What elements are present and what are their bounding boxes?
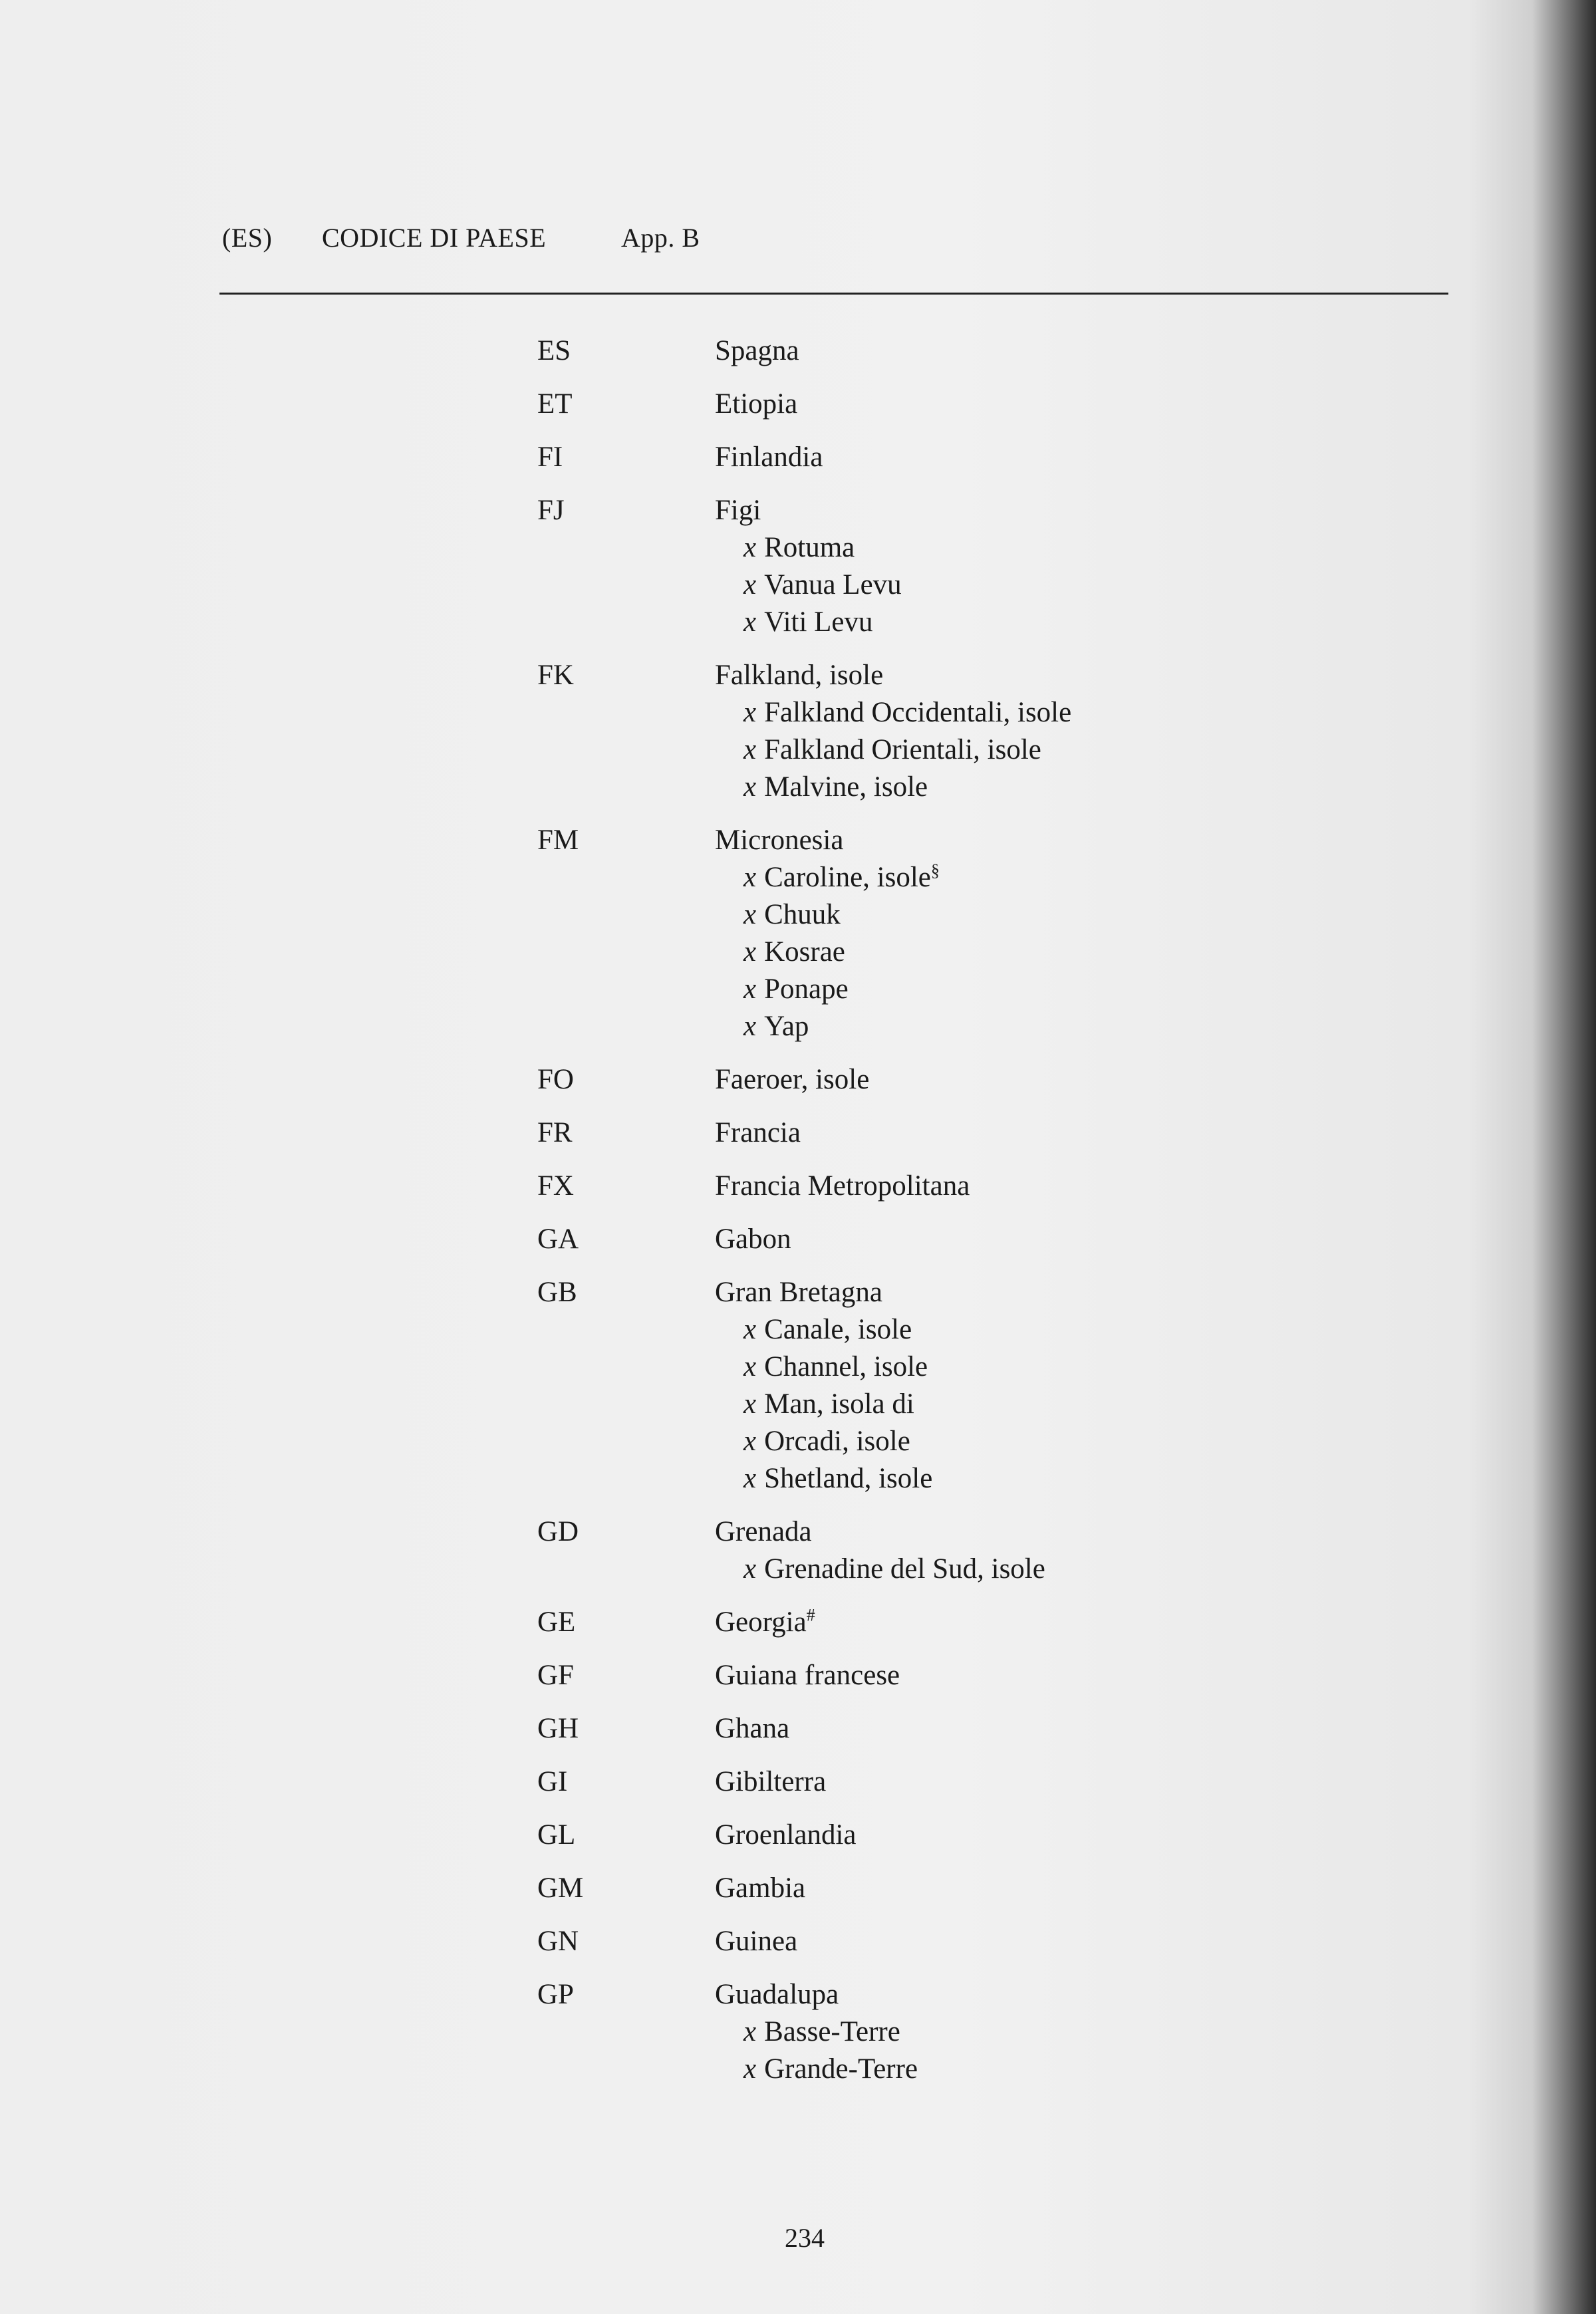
list-item: [0, 1604, 1596, 1641]
header-code: (ES): [222, 223, 273, 253]
country-code: FR: [537, 1117, 573, 1148]
header-rule: [219, 293, 1448, 295]
country-name: Gran Bretagna: [715, 1277, 882, 1308]
sub-entry-row: [0, 2013, 1596, 2051]
entry-main-row: [0, 1657, 1596, 1694]
see-also-marker: x: [743, 1351, 757, 1382]
sub-entry-name: Grenadine del Sud, isole: [764, 1553, 1045, 1585]
see-also-marker: x: [743, 936, 757, 967]
see-also-marker: x: [743, 734, 757, 765]
see-also-marker: x: [743, 569, 757, 600]
see-also-marker: x: [743, 2053, 757, 2085]
list-item: [0, 1763, 1596, 1801]
sub-entry: [743, 1460, 932, 1497]
see-also-marker: x: [743, 1011, 757, 1042]
entry-main-row: [0, 822, 1596, 859]
country-code: ES: [537, 335, 571, 366]
see-also-marker: x: [743, 1388, 757, 1420]
sub-entry: [743, 1423, 910, 1460]
sub-entry-name: Channel, isole: [764, 1351, 928, 1382]
sub-entry-row: [0, 1008, 1596, 1045]
country-name: Guiana francese: [715, 1660, 900, 1691]
sub-entry-row: [0, 1551, 1596, 1588]
list-item: [0, 1061, 1596, 1098]
country-code: FJ: [537, 495, 565, 526]
page-footer: [0, 2222, 1596, 2253]
entry-main-row: [0, 1168, 1596, 1205]
country-code-list: [0, 332, 1596, 2104]
entry-main-row: [0, 492, 1596, 529]
see-also-marker: x: [743, 862, 757, 893]
country-code: GB: [537, 1277, 577, 1308]
entry-main-row: [0, 1976, 1596, 2013]
header-title: CODICE DI PAESE: [322, 223, 547, 253]
sub-entry-name: Rotuma: [764, 532, 855, 563]
country-name: Gabon: [715, 1223, 791, 1255]
sub-entry-row: [0, 604, 1596, 641]
sub-entry: [743, 604, 873, 641]
sub-entry-row: [0, 731, 1596, 769]
see-also-marker: x: [743, 771, 757, 803]
see-also-marker: x: [743, 606, 757, 638]
country-code: FO: [537, 1064, 574, 1095]
see-also-marker: x: [743, 532, 757, 563]
country-name: Gambia: [715, 1872, 806, 1904]
see-also-marker: x: [743, 1553, 757, 1585]
country-code: FK: [537, 660, 574, 691]
sub-entry-name: Vanua Levu: [764, 569, 902, 600]
entry-main-row: [0, 657, 1596, 694]
country-name: Figi: [715, 495, 761, 526]
entry-main-row: [0, 1221, 1596, 1258]
entry-main-row: [0, 332, 1596, 370]
sub-entry: [743, 896, 841, 934]
country-code: FX: [537, 1170, 574, 1202]
sub-entry-row: [0, 2051, 1596, 2088]
entry-main-row: [0, 439, 1596, 476]
sub-entry-row: [0, 971, 1596, 1008]
sub-entry-name: Kosrae: [764, 936, 845, 967]
entry-main-row: [0, 386, 1596, 423]
list-item: [0, 1168, 1596, 1205]
list-item: [0, 492, 1596, 641]
sub-entry: [743, 694, 1071, 731]
sub-entry-row: [0, 1349, 1596, 1386]
sub-entry-name: Yap: [764, 1011, 809, 1042]
see-also-marker: x: [743, 1314, 757, 1345]
country-code: GM: [537, 1872, 584, 1904]
country-name: Etiopia: [715, 388, 798, 420]
country-name: Groenlandia: [715, 1819, 857, 1851]
country-name: Finlandia: [715, 442, 823, 473]
sub-entry: [743, 769, 928, 806]
sub-entry-name: Falkland Occidentali, isole: [764, 697, 1072, 728]
country-code: FI: [537, 442, 563, 473]
list-item: [0, 1817, 1596, 1854]
sub-entry-row: [0, 896, 1596, 934]
footnote-marker: §: [930, 860, 940, 880]
sub-entry: [743, 934, 845, 971]
sub-entry-name: Orcadi, isole: [764, 1426, 910, 1457]
page-number: 234: [785, 2223, 825, 2253]
sub-entry-name: Falkland Orientali, isole: [764, 734, 1041, 765]
country-code: GE: [537, 1607, 576, 1638]
country-code: GF: [537, 1660, 574, 1691]
list-item: [0, 1710, 1596, 1747]
see-also-marker: x: [743, 1463, 757, 1494]
country-name: Gibilterra: [715, 1766, 827, 1797]
country-code: GN: [537, 1926, 579, 1957]
entry-main-row: [0, 1604, 1596, 1641]
sub-entry: [743, 1386, 914, 1423]
list-item: [0, 1657, 1596, 1694]
entry-main-row: [0, 1710, 1596, 1747]
sub-entry-name: Malvine, isole: [764, 771, 928, 803]
sub-entry-name: Shetland, isole: [764, 1463, 933, 1494]
country-name: Francia Metropolitana: [715, 1170, 970, 1202]
sub-entry: [743, 731, 1041, 769]
sub-entry-name: Man, isola di: [764, 1388, 914, 1420]
sub-entry: [743, 567, 902, 604]
sub-entry-name: Canale, isole: [764, 1314, 912, 1345]
country-name: Faeroer, isole: [715, 1064, 870, 1095]
sub-entry-row: [0, 1423, 1596, 1460]
country-code: FM: [537, 825, 579, 856]
sub-entry: [743, 529, 855, 567]
entry-main-row: [0, 1114, 1596, 1152]
see-also-marker: x: [743, 2016, 757, 2047]
entry-main-row: [0, 1817, 1596, 1854]
country-name: Guinea: [715, 1926, 798, 1957]
country-name: Spagna: [715, 335, 799, 366]
list-item: [0, 439, 1596, 476]
sub-entry-row: [0, 1460, 1596, 1497]
sub-entry-row: [0, 529, 1596, 567]
entry-main-row: [0, 1274, 1596, 1311]
sub-entry-name: Basse-Terre: [764, 2016, 900, 2047]
country-name: Guadalupa: [715, 1979, 839, 2010]
list-item: [0, 1923, 1596, 1960]
entry-main-row: [0, 1870, 1596, 1907]
sub-entry-name: Caroline, isole§: [764, 860, 940, 893]
sub-entry: [743, 2013, 900, 2051]
country-code: GL: [537, 1819, 576, 1851]
country-code: GD: [537, 1516, 579, 1547]
sub-entry-row: [0, 769, 1596, 806]
entry-main-row: [0, 1763, 1596, 1801]
sub-entry-name: Ponape: [764, 973, 849, 1005]
list-item: [0, 1114, 1596, 1152]
country-code: GP: [537, 1979, 574, 2010]
sub-entry-row: [0, 1311, 1596, 1349]
footnote-marker: #: [806, 1605, 815, 1625]
sub-entry: [743, 1311, 912, 1349]
list-item: [0, 1221, 1596, 1258]
list-item: [0, 1870, 1596, 1907]
see-also-marker: x: [743, 973, 757, 1005]
country-name: Ghana: [715, 1713, 790, 1744]
see-also-marker: x: [743, 899, 757, 930]
list-item: [0, 822, 1596, 1045]
country-code: GI: [537, 1766, 568, 1797]
sub-entry-row: [0, 694, 1596, 731]
sub-entry-row: [0, 567, 1596, 604]
sub-entry: [743, 971, 849, 1008]
sub-entry-row: [0, 1386, 1596, 1423]
list-item: [0, 1274, 1596, 1497]
country-name: Micronesia: [715, 825, 844, 856]
country-code: GH: [537, 1713, 579, 1744]
entry-main-row: [0, 1923, 1596, 1960]
country-code: ET: [537, 388, 573, 420]
sub-entry: [743, 1551, 1045, 1588]
sub-entry: [743, 859, 940, 896]
country-name: Georgia#: [715, 1605, 815, 1638]
sub-entry: [743, 1349, 928, 1386]
header-section: App. B: [621, 223, 700, 253]
list-item: [0, 657, 1596, 806]
sub-entry-name: Grande-Terre: [764, 2053, 918, 2085]
country-name: Francia: [715, 1117, 801, 1148]
list-item: [0, 1976, 1596, 2088]
sub-entry-name: Chuuk: [764, 899, 841, 930]
sub-entry: [743, 2051, 918, 2088]
sub-entry-row: [0, 859, 1596, 896]
list-item: [0, 386, 1596, 423]
list-item: [0, 1513, 1596, 1588]
country-code: GA: [537, 1223, 579, 1255]
see-also-marker: x: [743, 1426, 757, 1457]
country-name: Falkland, isole: [715, 660, 884, 691]
running-header: [222, 222, 700, 253]
entry-main-row: [0, 1513, 1596, 1551]
see-also-marker: x: [743, 697, 757, 728]
list-item: [0, 332, 1596, 370]
sub-entry-row: [0, 934, 1596, 971]
country-name: Grenada: [715, 1516, 812, 1547]
sub-entry: [743, 1008, 809, 1045]
entry-main-row: [0, 1061, 1596, 1098]
sub-entry-name: Viti Levu: [764, 606, 873, 638]
